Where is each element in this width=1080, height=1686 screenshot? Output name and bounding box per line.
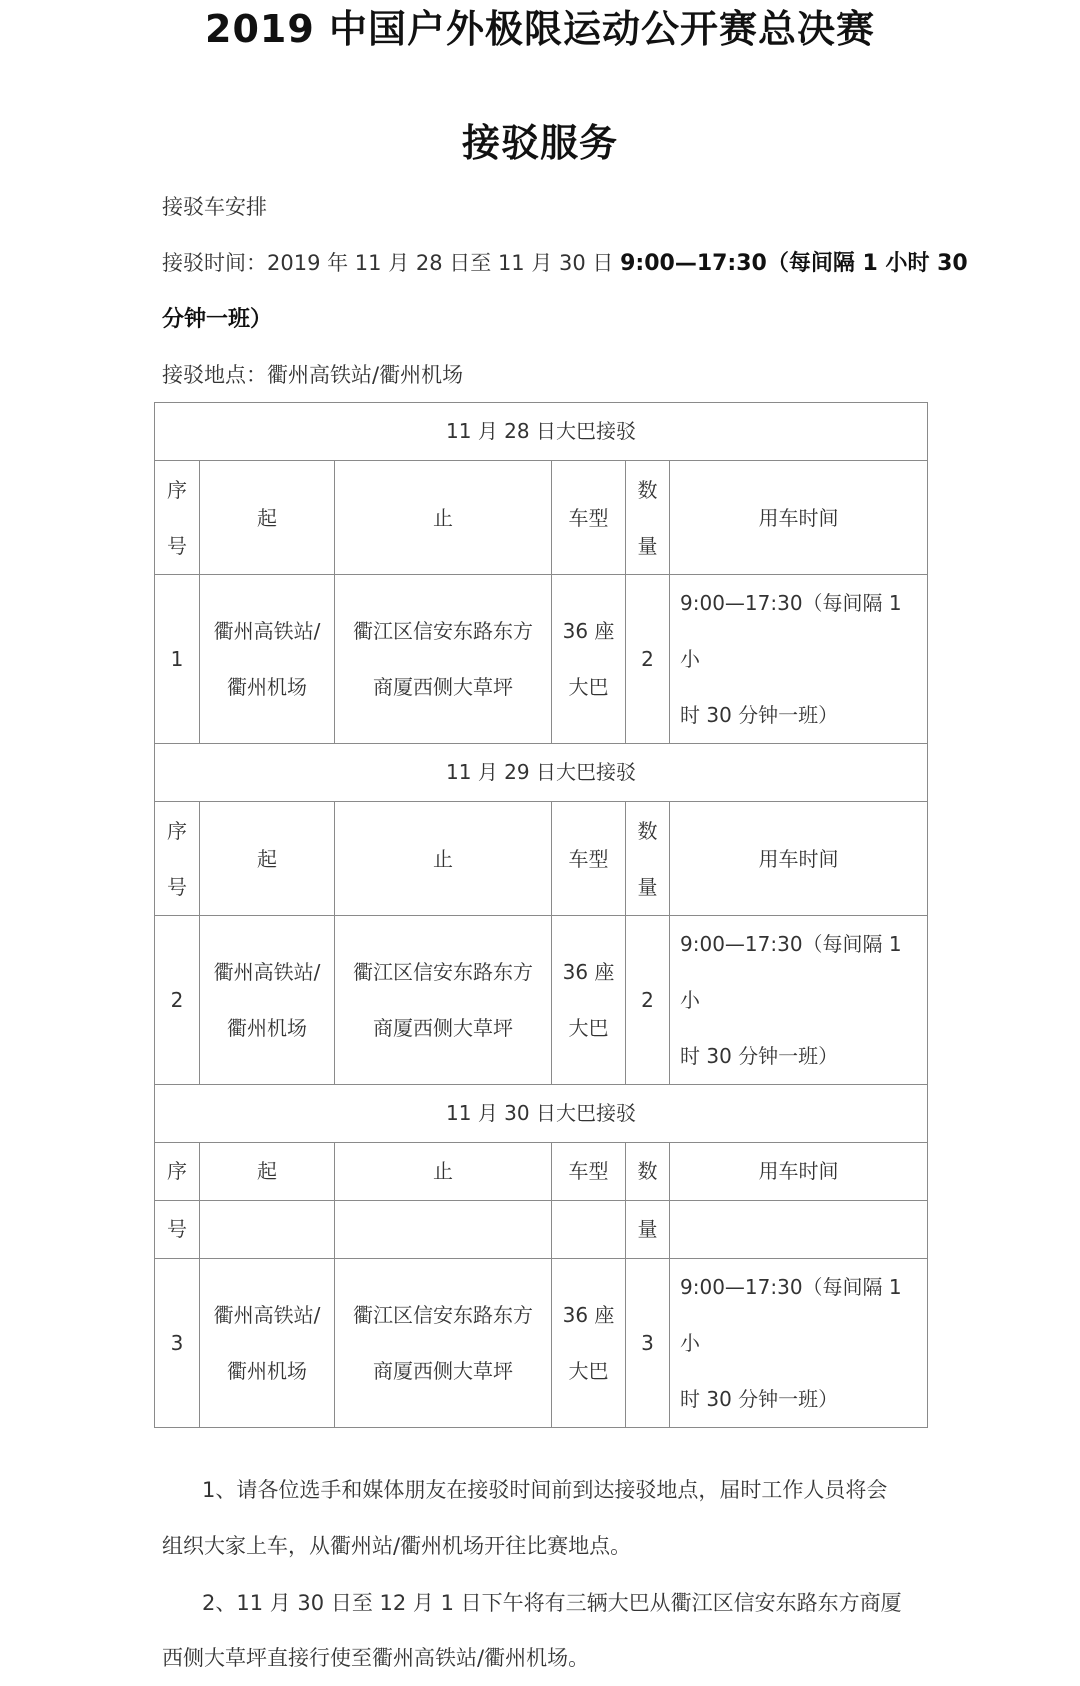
table-row xyxy=(155,575,928,744)
shuttle-table xyxy=(154,402,928,1428)
header-from: 起 xyxy=(200,1143,335,1201)
cell-vehicle: 36 座 大巴 xyxy=(552,575,626,744)
note-2-cont: 西侧大草坪直接行使至衢州高铁站/衢州机场。 xyxy=(162,1646,590,1670)
time-prefix: 接驳时间：2019 年 11 月 28 日至 11 月 30 日 xyxy=(162,251,621,275)
header-time: 用车时间 xyxy=(670,1143,928,1201)
header-seq: 序 xyxy=(155,1143,200,1201)
location-line: 接驳地点：衢州高铁站/衢州机场 xyxy=(162,363,464,387)
header-time: 用车时间 xyxy=(670,461,928,575)
cell-seq: 1 xyxy=(155,575,200,744)
header-seq-cont: 号 xyxy=(155,1201,200,1259)
cell-time: 9:00—17:30（每间隔 1 小 时 30 分钟一班） xyxy=(670,916,928,1085)
cell-qty: 2 xyxy=(626,916,670,1085)
header-to: 止 xyxy=(335,1143,552,1201)
cell-from: 衢州高铁站/ 衢州机场 xyxy=(200,575,335,744)
note-1: 1、请各位选手和媒体朋友在接驳时间前到达接驳地点，届时工作人员将会 xyxy=(202,1478,888,1502)
cell-time: 9:00—17:30（每间隔 1 小 时 30 分钟一班） xyxy=(670,1259,928,1428)
section-label: 接驳车安排 xyxy=(162,195,267,219)
header-row xyxy=(155,802,928,916)
time-bold: 9:00—17:30（每间隔 1 小时 30 xyxy=(620,251,968,276)
header-empty xyxy=(200,1201,335,1259)
note-2: 2、11 月 30 日至 12 月 1 日下午将有三辆大巴从衢江区信安东路东方商厦 xyxy=(202,1591,902,1615)
cell-from: 衢州高铁站/ 衢州机场 xyxy=(200,1259,335,1428)
cell-to: 衢江区信安东路东方 商厦西侧大草坪 xyxy=(335,916,552,1085)
day-caption: 11 月 29 日大巴接驳 xyxy=(155,744,928,802)
day-caption-row xyxy=(155,744,928,802)
header-row xyxy=(155,461,928,575)
doc-subtitle: 接驳服务 xyxy=(461,121,618,165)
cell-qty: 3 xyxy=(626,1259,670,1428)
cell-vehicle: 36 座 大巴 xyxy=(552,916,626,1085)
header-from: 起 xyxy=(200,461,335,575)
header-empty xyxy=(670,1201,928,1259)
header-seq: 序 号 xyxy=(155,802,200,916)
header-row xyxy=(155,1143,928,1201)
header-qty: 数 xyxy=(626,1143,670,1201)
header-empty xyxy=(552,1201,626,1259)
table-row xyxy=(155,1259,928,1428)
header-to: 止 xyxy=(335,802,552,916)
header-vehicle: 车型 xyxy=(552,461,626,575)
cell-seq: 3 xyxy=(155,1259,200,1428)
cell-time: 9:00—17:30（每间隔 1 小 时 30 分钟一班） xyxy=(670,575,928,744)
header-to: 止 xyxy=(335,461,552,575)
cell-qty: 2 xyxy=(626,575,670,744)
day-caption-row xyxy=(155,403,928,461)
time-bold-cont: 分钟一班） xyxy=(162,307,273,332)
day-caption: 11 月 30 日大巴接驳 xyxy=(155,1085,928,1143)
table-row xyxy=(155,916,928,1085)
day-caption-row xyxy=(155,1085,928,1143)
note-1-cont: 组织大家上车，从衢州站/衢州机场开往比赛地点。 xyxy=(162,1534,632,1558)
time-line-cont xyxy=(162,302,922,333)
cell-to: 衢江区信安东路东方 商厦西侧大草坪 xyxy=(335,575,552,744)
cell-from: 衢州高铁站/ 衢州机场 xyxy=(200,916,335,1085)
header-vehicle: 车型 xyxy=(552,1143,626,1201)
doc-title: 2019 中国户外极限运动公开赛总决赛 xyxy=(205,7,875,51)
header-seq: 序 号 xyxy=(155,461,200,575)
header-from: 起 xyxy=(200,802,335,916)
time-line xyxy=(162,246,968,277)
cell-seq: 2 xyxy=(155,916,200,1085)
cell-to: 衢江区信安东路东方 商厦西侧大草坪 xyxy=(335,1259,552,1428)
header-empty xyxy=(335,1201,552,1259)
header-qty: 数 量 xyxy=(626,802,670,916)
cell-vehicle: 36 座 大巴 xyxy=(552,1259,626,1428)
header-vehicle: 车型 xyxy=(552,802,626,916)
header-row-cont xyxy=(155,1201,928,1259)
day-caption: 11 月 28 日大巴接驳 xyxy=(155,403,928,461)
header-qty-cont: 量 xyxy=(626,1201,670,1259)
header-qty: 数 量 xyxy=(626,461,670,575)
header-time: 用车时间 xyxy=(670,802,928,916)
